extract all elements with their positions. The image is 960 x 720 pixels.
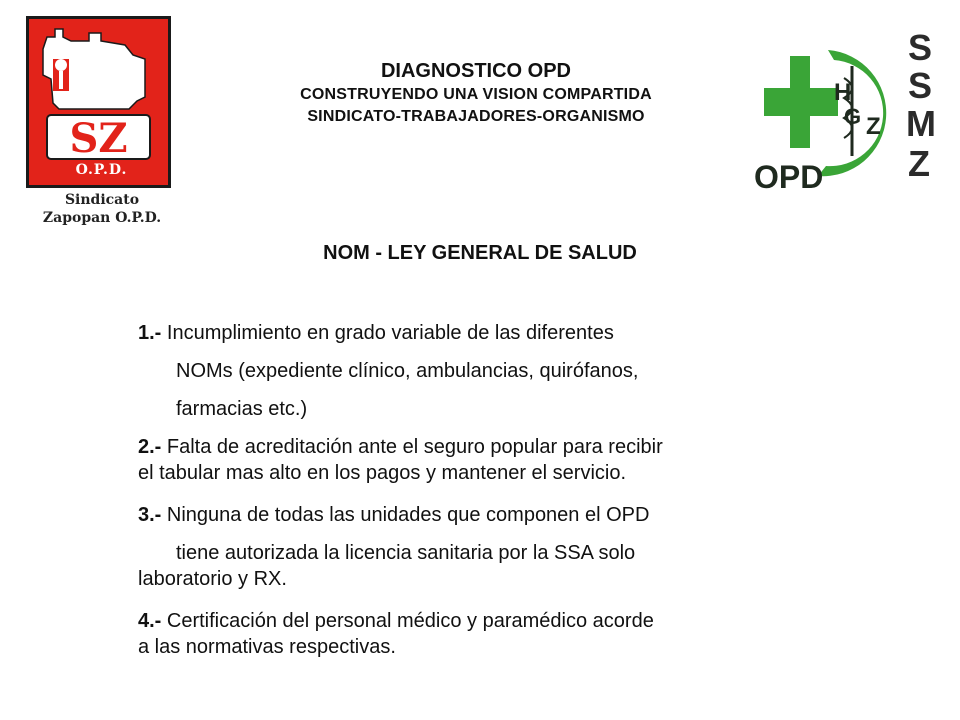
item-text: tiene autorizada la licencia sanitaria por la SSA solo — [176, 542, 636, 564]
item-text: a las normativas respectivas. — [138, 636, 396, 658]
item-number: 2.- — [138, 436, 162, 458]
header-subtitle-1: CONSTRUYENDO UNA VISION COMPARTIDA — [300, 86, 652, 103]
item-text: NOMs (expediente clínico, ambulancias, quirófanos, — [176, 360, 639, 382]
logo-letter-g: G — [844, 104, 862, 129]
green-cross-icon — [764, 56, 838, 148]
logo-letter-z: Z — [866, 113, 881, 140]
list-item — [138, 502, 858, 608]
logo-opd-text: OPD — [754, 159, 824, 195]
svg-text:Z: Z — [908, 143, 930, 184]
document-title: NOM - LEY GENERAL DE SALUD — [323, 242, 637, 264]
list-item — [138, 434, 858, 502]
item-number: 3.- — [138, 504, 162, 526]
item-text: el tabular mas alto en los pagos y mantener el servicio. — [138, 462, 627, 484]
item-text: Ninguna de todas las unidades que componen el OPD — [161, 504, 650, 526]
item-text: laboratorio y RX. — [138, 568, 287, 590]
diagnostic-list — [138, 320, 858, 660]
logo-opd-label: O.P.D. — [75, 162, 128, 178]
svg-text:S: S — [908, 27, 933, 68]
sz-initials: SZ — [69, 115, 128, 162]
list-item — [138, 608, 858, 660]
sindicato-zapopan-logo — [22, 12, 182, 230]
hgz-ssmz-logo — [748, 26, 948, 206]
svg-text:S: S — [908, 65, 933, 106]
logo-red-frame — [26, 16, 171, 188]
list-item — [138, 320, 858, 434]
building-silhouette-icon — [29, 19, 168, 185]
item-number: 1.- — [138, 322, 162, 344]
page-header — [196, 58, 756, 128]
logo-caption-line1: Sindicato — [64, 192, 140, 208]
item-text: farmacias etc.) — [176, 398, 308, 420]
item-text: Certificación del personal médico y paramédico acorde — [161, 610, 654, 632]
item-number: 4.- — [138, 610, 162, 632]
header-title: DIAGNOSTICO OPD — [380, 60, 571, 82]
logo-letter-h: H — [834, 79, 852, 106]
item-text: Incumplimiento en grado variable de las diferentes — [161, 322, 614, 344]
header-subtitle-2: SINDICATO-TRABAJADORES-ORGANISMO — [307, 108, 645, 125]
item-text: Falta de acreditación ante el seguro popular para recibir — [161, 436, 663, 458]
logo-caption-line2: Zapopan O.P.D. — [42, 210, 162, 226]
svg-text:M: M — [906, 103, 936, 144]
